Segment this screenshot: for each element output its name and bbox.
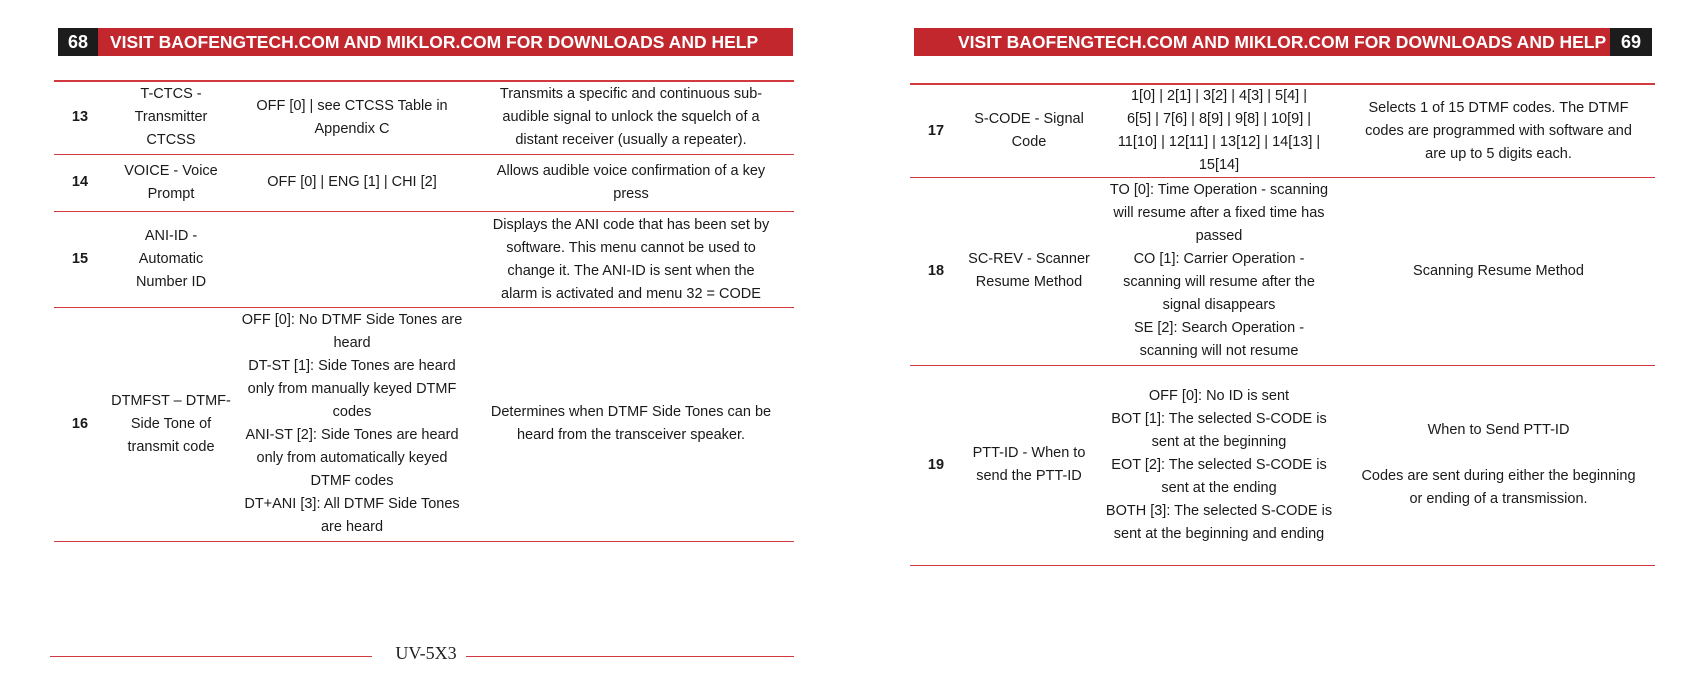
row-description: Transmits a specific and continuous sub- audible signal to unlock the squelch of a distant receiver (usually a repeater). xyxy=(499,86,763,148)
row-options: OFF [0] | see CTCSS Table in Appendix C xyxy=(256,97,448,137)
table-row xyxy=(910,178,1655,364)
row-options: TO [0]: Time Operation - scanning will resume after a fixed time has passed CO [1]: Carrier Operation - scanning will resume after the signal disappears SE [2]: Search Operation - scanning will not resume xyxy=(1109,182,1329,359)
footer-rule xyxy=(50,656,372,657)
page-number: 69 xyxy=(1610,28,1652,56)
row-number: 14 xyxy=(71,174,89,190)
table-row xyxy=(910,85,1655,177)
row-name: S-CODE - Signal Code xyxy=(974,111,1084,150)
page-number: 68 xyxy=(58,28,98,56)
row-description: Determines when DTMF Side Tones can be heard from the transceiver speaker. xyxy=(490,404,772,443)
row-name: DTMFST – DTMF- Side Tone of transmit code xyxy=(111,392,231,455)
page-header xyxy=(914,28,1652,56)
row-options: OFF [0]: No ID is sent BOT [1]: The selected S-CODE is sent at the beginning EOT [2]: The selected S-CODE is sent at the ending BOTH [3]: The selected S-CODE is sent at the beginning and ending xyxy=(1105,387,1333,542)
row-description: Selects 1 of 15 DTMF codes. The DTMF codes are programmed with software and are up to 5 digits each. xyxy=(1365,99,1632,162)
table-rule xyxy=(910,365,1655,366)
row-description: Displays the ANI code that has been set by software. This menu cannot be used to change it. The ANI-ID is sent when the alarm is activated and menu 32 = CODE xyxy=(492,216,770,302)
row-name: PTT-ID - When to send the PTT-ID xyxy=(972,445,1086,484)
table-row xyxy=(54,155,794,210)
row-options: OFF [0] | ENG [1] | CHI [2] xyxy=(267,174,437,190)
row-number: 16 xyxy=(71,415,89,432)
row-number: 17 xyxy=(927,122,945,139)
table-row xyxy=(54,308,794,540)
table-row xyxy=(910,367,1655,563)
row-name: T-CTCS - Transmitter CTCSS xyxy=(134,86,208,148)
row-options: OFF [0]: No DTMF Side Tones are heard DT-ST [1]: Side Tones are heard only from manually keyed DTMF codes ANI-ST [2]: Side Tones are heard only from automatically keyed DTMF codes DT+ANI [3]: All DTMF Side Tones are heard xyxy=(241,312,463,535)
right-page xyxy=(850,0,1701,680)
row-number: 18 xyxy=(927,262,945,279)
row-number: 13 xyxy=(71,109,89,125)
row-number: 15 xyxy=(71,251,89,267)
row-options: 1[0] | 2[1] | 3[2] | 4[3] | 5[4] | 6[5] | 7[6] | 8[9] | 9[8] | 10[9] | 11[10] | 12[11] | 13[12] | 14[13] | 15[14] xyxy=(1117,88,1321,173)
row-description: Scanning Resume Method xyxy=(1413,262,1584,279)
table-rule xyxy=(54,541,794,542)
row-name: ANI-ID - Automatic Number ID xyxy=(135,228,207,290)
footer-rule xyxy=(466,656,794,657)
row-description: When to Send PTT-ID Codes are sent during either the beginning or ending of a transmission. xyxy=(1361,422,1636,507)
row-name: VOICE - Voice Prompt xyxy=(124,162,218,202)
table-rule xyxy=(54,211,794,212)
row-name: SC-REV - Scanner Resume Method xyxy=(968,251,1090,290)
left-page xyxy=(0,0,850,680)
row-number: 19 xyxy=(927,456,945,473)
footer-model: UV-5X3 xyxy=(395,643,457,663)
table-row xyxy=(54,82,794,153)
header-title: VISIT BAOFENGTECH.COM AND MIKLOR.COM FOR DOWNLOADS AND HELP xyxy=(958,31,1607,52)
table-rule xyxy=(910,565,1655,566)
table-row xyxy=(54,213,794,306)
page-header xyxy=(58,28,793,56)
row-description: Allows audible voice confirmation of a key press xyxy=(496,162,766,202)
header-title: VISIT BAOFENGTECH.COM AND MIKLOR.COM FOR DOWNLOADS AND HELP xyxy=(110,31,759,52)
